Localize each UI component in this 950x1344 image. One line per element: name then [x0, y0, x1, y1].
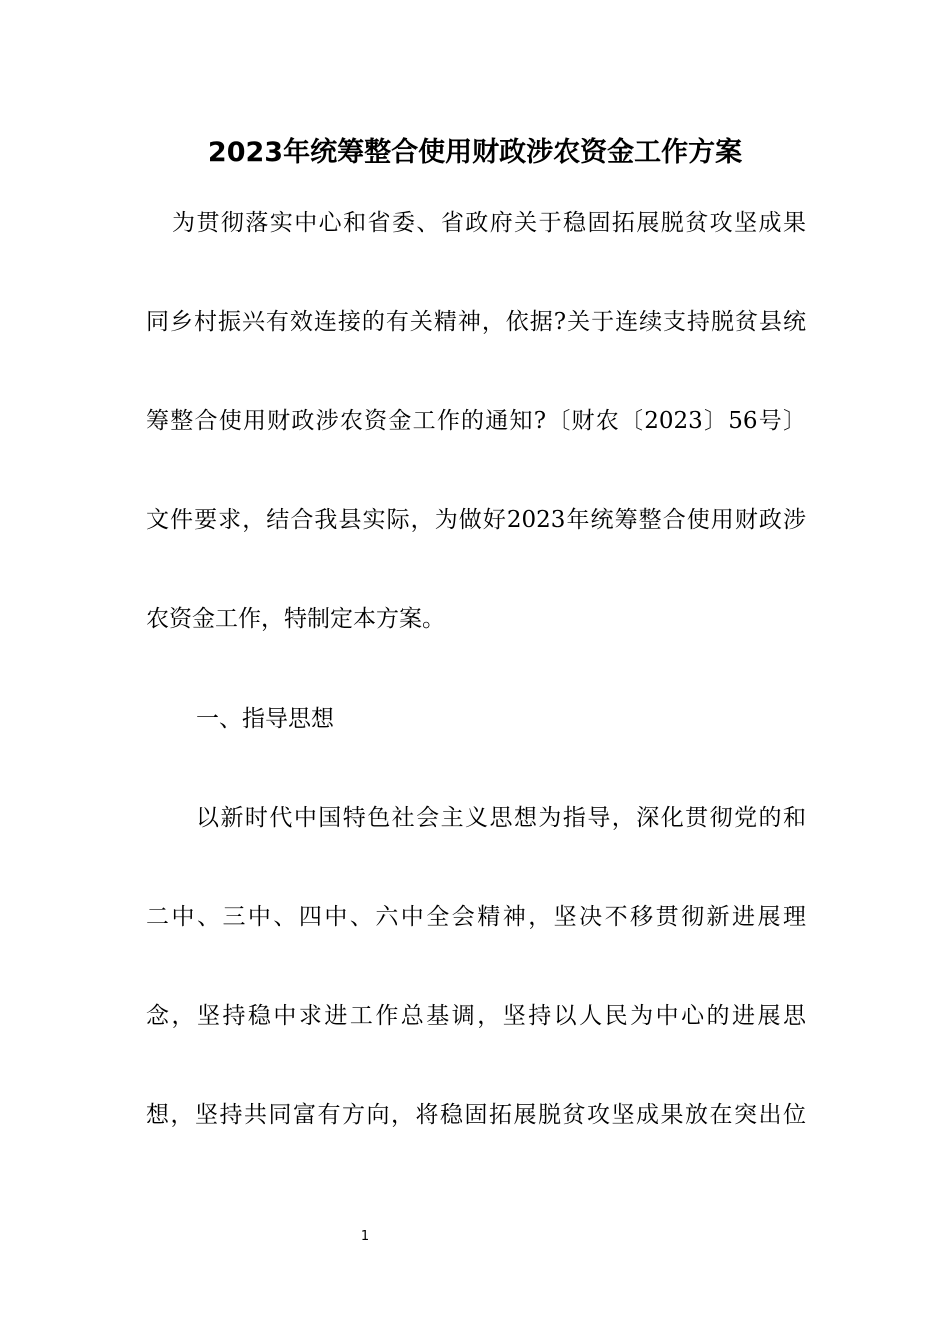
intro-line-3: 筹整合使用财政涉农资金工作的通知?〔财农〔2023〕56号〕 [146, 408, 806, 434]
section1-line-2: 二中、三中、四中、六中全会精神，坚决不移贯彻新进展理 [146, 904, 806, 930]
intro-line-4: 文件要求，结合我县实际，为做好2023年统筹整合使用财政涉 [146, 507, 806, 533]
section1-line-1: 以新时代中国特色社会主义思想为指导，深化贯彻党的和 [196, 805, 806, 831]
document-title: 2023年统筹整合使用财政涉农资金工作方案 [207, 137, 743, 168]
section-heading-guiding-thought: 一、指导思想 [196, 706, 334, 732]
section1-line-3: 念，坚持稳中求进工作总基调，坚持以人民为中心的进展思 [146, 1003, 806, 1029]
intro-line-2: 同乡村振兴有效连接的有关精神，依据?关于连续支持脱贫县统 [146, 309, 806, 335]
page-number: 1 [360, 1229, 370, 1244]
intro-line-5: 农资金工作，特制定本方案。 [146, 606, 445, 632]
intro-line-1: 为贯彻落实中心和省委、省政府关于稳固拓展脱贫攻坚成果 [172, 210, 806, 236]
section1-line-4: 想，坚持共同富有方向，将稳固拓展脱贫攻坚成果放在突出位 [146, 1102, 806, 1128]
